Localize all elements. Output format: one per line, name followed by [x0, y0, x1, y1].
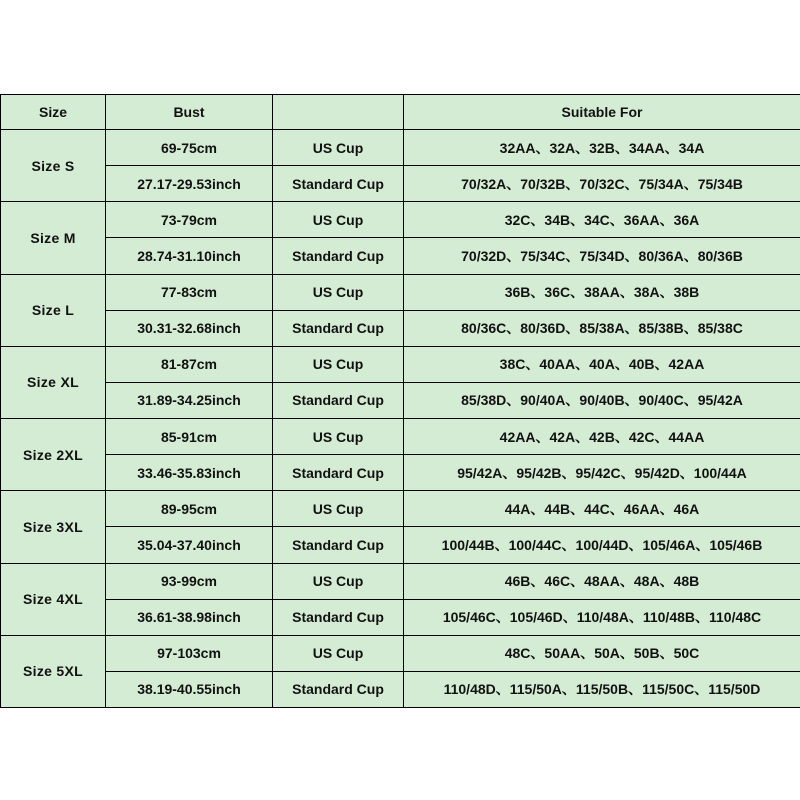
- size-label: Size S: [1, 130, 106, 202]
- table-row: [1, 274, 800, 310]
- suitable-for: 110/48D、115/50A、115/50B、115/50C、115/50D: [404, 671, 800, 707]
- header-row: [1, 95, 800, 130]
- bust-cm: 73-79cm: [106, 202, 273, 238]
- bust-inch: 36.61-38.98inch: [106, 599, 273, 635]
- table-row: [1, 382, 800, 418]
- cup-type: US Cup: [273, 130, 404, 166]
- bust-cm: 85-91cm: [106, 419, 273, 455]
- bust-inch: 33.46-35.83inch: [106, 455, 273, 491]
- suitable-for: 95/42A、95/42B、95/42C、95/42D、100/44A: [404, 455, 800, 491]
- suitable-for: 42AA、42A、42B、42C、44AA: [404, 419, 800, 455]
- size-label: Size 3XL: [1, 491, 106, 563]
- suitable-for: 44A、44B、44C、46AA、46A: [404, 491, 800, 527]
- table-row: [1, 419, 800, 455]
- cup-type: Standard Cup: [273, 671, 404, 707]
- bust-cm: 69-75cm: [106, 130, 273, 166]
- table-row: [1, 238, 800, 274]
- table-row: [1, 310, 800, 346]
- table-row: [1, 527, 800, 563]
- cup-type: Standard Cup: [273, 166, 404, 202]
- suitable-for: 80/36C、80/36D、85/38A、85/38B、85/38C: [404, 310, 800, 346]
- table-row: [1, 671, 800, 707]
- table-row: [1, 635, 800, 671]
- cup-type: US Cup: [273, 346, 404, 382]
- cup-type: US Cup: [273, 419, 404, 455]
- suitable-for: 48C、50AA、50A、50B、50C: [404, 635, 800, 671]
- bust-inch: 38.19-40.55inch: [106, 671, 273, 707]
- size-label: Size L: [1, 274, 106, 346]
- bust-inch: 31.89-34.25inch: [106, 382, 273, 418]
- cup-type: Standard Cup: [273, 455, 404, 491]
- suitable-for: 70/32A、70/32B、70/32C、75/34A、75/34B: [404, 166, 800, 202]
- suitable-for: 32AA、32A、32B、34AA、34A: [404, 130, 800, 166]
- suitable-for: 46B、46C、48AA、48A、48B: [404, 563, 800, 599]
- suitable-for: 85/38D、90/40A、90/40B、90/40C、95/42A: [404, 382, 800, 418]
- size-label: Size 5XL: [1, 635, 106, 707]
- bust-inch: 35.04-37.40inch: [106, 527, 273, 563]
- header-suitable-for: Suitable For: [404, 95, 800, 130]
- cup-type: Standard Cup: [273, 238, 404, 274]
- bust-inch: 27.17-29.53inch: [106, 166, 273, 202]
- cup-type: Standard Cup: [273, 310, 404, 346]
- size-label: Size XL: [1, 346, 106, 418]
- bust-inch: 28.74-31.10inch: [106, 238, 273, 274]
- bust-inch: 30.31-32.68inch: [106, 310, 273, 346]
- cup-type: Standard Cup: [273, 527, 404, 563]
- cup-type: US Cup: [273, 563, 404, 599]
- bust-cm: 81-87cm: [106, 346, 273, 382]
- suitable-for: 100/44B、100/44C、100/44D、105/46A、105/46B: [404, 527, 800, 563]
- bust-cm: 97-103cm: [106, 635, 273, 671]
- bust-cm: 89-95cm: [106, 491, 273, 527]
- bust-cm: 93-99cm: [106, 563, 273, 599]
- suitable-for: 70/32D、75/34C、75/34D、80/36A、80/36B: [404, 238, 800, 274]
- table-row: [1, 130, 800, 166]
- size-label: Size 4XL: [1, 563, 106, 635]
- bust-cm: 77-83cm: [106, 274, 273, 310]
- table-row: [1, 202, 800, 238]
- cup-type: US Cup: [273, 202, 404, 238]
- table-row: [1, 491, 800, 527]
- size-label: Size M: [1, 202, 106, 274]
- header-size: Size: [1, 95, 106, 130]
- cup-type: Standard Cup: [273, 599, 404, 635]
- cup-type: US Cup: [273, 635, 404, 671]
- table-row: [1, 455, 800, 491]
- size-chart-table: [0, 94, 800, 708]
- cup-type: Standard Cup: [273, 382, 404, 418]
- table-row: [1, 599, 800, 635]
- table-row: [1, 563, 800, 599]
- header-bust: Bust: [106, 95, 273, 130]
- header-cup-type: [273, 95, 404, 130]
- suitable-for: 38C、40AA、40A、40B、42AA: [404, 346, 800, 382]
- table-row: [1, 166, 800, 202]
- cup-type: US Cup: [273, 491, 404, 527]
- size-chart: [0, 94, 800, 708]
- suitable-for: 32C、34B、34C、36AA、36A: [404, 202, 800, 238]
- suitable-for: 105/46C、105/46D、110/48A、110/48B、110/48C: [404, 599, 800, 635]
- suitable-for: 36B、36C、38AA、38A、38B: [404, 274, 800, 310]
- cup-type: US Cup: [273, 274, 404, 310]
- table-row: [1, 346, 800, 382]
- size-label: Size 2XL: [1, 419, 106, 491]
